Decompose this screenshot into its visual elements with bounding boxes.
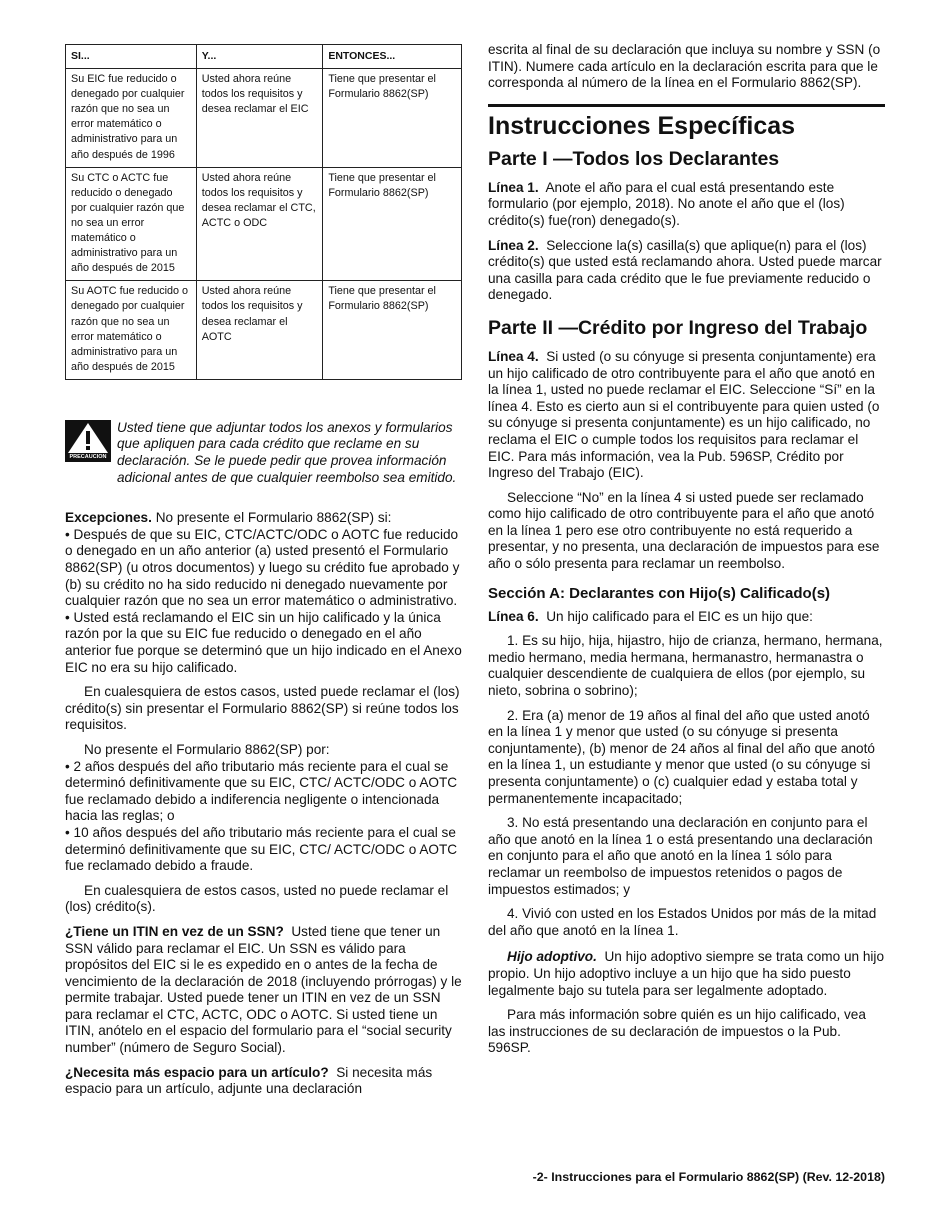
line-paragraph <box>488 609 885 626</box>
table-row <box>66 69 462 168</box>
page-title: Instrucciones Específicas <box>488 111 796 140</box>
itin-text: Usted tiene que tener un SSN válido para reclamar el EIC. Un SSN es válido para propósitos del EIC si le es expedido en o antes de la fecha de vencimiento de la declaración de 2018 (incluyendo prórrogas) y le permite trabajar. Usted puede tener un ITIN en vez de un SSN para reclamar el CTC, ACTC, ODC o AOTC. Si usted tiene un ITIN, anótelo en el espacio del formulario para el “social security number” (número de Seguro Social). <box>65 923 462 1056</box>
table-header: SI... <box>66 45 197 69</box>
bullet-text: Usted está reclamando el EIC sin un hijo calificado y la única razón por la que su EIC fue reducido o denegado en el año anterior fue porque se determinó que un hijo indicado en el Anexo EIC no era su hijo calificado. <box>65 609 462 675</box>
table-cell: Su CTC o ACTC fue reducido o denegado por cualquier razón que no sea un error matemático o administrativo para un año después de 2015 <box>66 167 197 281</box>
bullet-text: 2 años después del año tributario más reciente para el cual se determinó definitivamente que su EIC, CTC/ ACTC/ODC o AOTC fue reclamado debido a indiferencia negligente o intencionada hacia las reglas; o <box>65 758 458 824</box>
adopt-text: Un hijo adoptivo siempre se trata como un hijo propio. Un hijo adoptivo incluye a un hijo que ha sido puesto legalmente bajo su tutela para ser legalmente adoptado. <box>488 949 885 998</box>
list-item: 4. Vivió con usted en los Estados Unidos por más de la mitad del año que anotó en la línea 1. <box>488 906 877 938</box>
adopt-label: Hijo adoptivo. <box>507 949 597 965</box>
exceptions-heading: Excepciones. <box>65 510 152 526</box>
table-cell: Usted ahora reúne todos los requisitos y desea reclamar el CTC, ACTC o ODC <box>196 167 323 281</box>
table-cell: Usted ahora reúne todos los requisitos y desea reclamar el AOTC <box>196 281 323 380</box>
table-cell: Su EIC fue reducido o denegado por cualquier razón que no sea un error matemático o administrativo para un año después de 1996 <box>66 69 197 168</box>
paragraph: No presente el Formulario 8862(SP) por: <box>84 741 330 757</box>
paragraph: escrita al final de su declaración que incluya su nombre y SSN (o ITIN). Numere cada artículo en la declaración escrita para que le corresponda al número de la línea en el Formulario 8862(SP). <box>488 42 881 91</box>
line-label: Línea 2. <box>488 237 539 253</box>
table-header-row <box>66 45 462 69</box>
part-heading: Parte II —Crédito por Ingreso del Trabajo <box>488 316 868 339</box>
itin-paragraph <box>65 924 462 1057</box>
line-paragraph <box>488 180 885 230</box>
space-paragraph <box>65 1065 462 1098</box>
line-text: Un hijo calificado para el EIC es un hijo que: <box>546 608 813 624</box>
bullet-text: Después de que su EIC, CTC/ACTC/ODC o AOTC fue reducido o denegado en un año anterior (a) usted presentó el Formulario 8862(SP) (u otros documentos) y luego su crédito fue aprobado y (b) su crédito no ha sido reducido ni denegado nuevamente por cualquier razón que no sea un error matemático o administrativo. <box>65 526 460 609</box>
line-text: Si usted (o su cónyuge si presenta conjuntamente) era un hijo calificado de otro contribuyente para el año que anotó en la línea 1, usted no puede reclamar el EIC. Seleccione “Sí” en la línea 4. Esto es cierto aun si el contribuyente para quien usted (o su cónyuge si presenta conjuntamente) es un hijo calificado, no reclama el EIC o cumple todos los requisitos para reclamar el EIC. Para más información, vea la Pub. 596SP, Crédito por Ingreso del Trabajo (EIC). <box>488 348 880 481</box>
table-cell: Usted ahora reúne todos los requisitos y desea reclamar el EIC <box>196 69 323 168</box>
paragraph: Para más información sobre quién es un hijo calificado, vea las instrucciones de su declaración de impuestos o la Pub. 596SP. <box>488 1007 866 1056</box>
right-column <box>488 42 885 1057</box>
table-header: ENTONCES... <box>323 45 462 69</box>
caution-box <box>65 420 462 486</box>
exceptions-paragraph <box>65 510 462 527</box>
bullet-item: • Después de que su EIC, CTC/ACTC/ODC o AOTC fue reducido o denegado en un año anterior (a) usted presentó el Formulario 8862(SP) (u otros documentos) y luego su crédito fue aprobado y (b) su crédito no ha sido reducido ni denegado nuevamente por cualquier razón que no sea un error matemático o administrativo. <box>65 526 460 609</box>
line-label: Línea 1. <box>488 179 539 195</box>
space-text: Si necesita más espacio para un artículo, adjunte una declaración <box>65 1064 433 1097</box>
table-cell: Tiene que presentar el Formulario 8862(SP) <box>323 167 462 281</box>
line-label: Línea 6. <box>488 608 539 624</box>
bullet-item: • 2 años después del año tributario más reciente para el cual se determinó definitivamente que su EIC, CTC/ ACTC/ODC o AOTC fue reclamado debido a indiferencia negligente o intencionada hacia las reglas; o <box>65 758 458 824</box>
line-paragraph <box>488 238 885 304</box>
list-item: 3. No está presentando una declaración en conjunto para el año que anotó en la línea 1 o está presentando una declaración en conjunto para el año que anotó en la línea 1 sólo para reclamar un reembolso de impuestos retenidos o pagos de impuestos estimados; y <box>488 815 873 897</box>
table-header: Y... <box>196 45 323 69</box>
bullet-item: • 10 años después del año tributario más reciente para el cual se determinó definitivamente que su EIC, CTC/ ACTC/ODC o AOTC fue reclamado debido a fraude. <box>65 824 458 874</box>
caution-text: Usted tiene que adjuntar todos los anexos y formularios que apliquen para cada crédito que reclame en su declaración. Se le puede pedir que provea información adicional antes de que cualquier reembolso sea emitido. <box>117 419 457 485</box>
adopt-paragraph <box>488 949 885 999</box>
table-cell: Tiene que presentar el Formulario 8862(SP) <box>323 69 462 168</box>
paragraph: Seleccione “No” en la línea 4 si usted puede ser reclamado como hijo calificado de otro contribuyente para el año que anotó en la línea 1 pero ese otro contribuyente no está requerido a presentar, y no presenta, una declaración de impuestos para ese año o sólo presenta para reclamar un reembolso. <box>488 489 880 572</box>
caution-label: PRECAUCION <box>69 453 107 460</box>
conditions-table <box>65 44 462 380</box>
list-item: 2. Era (a) menor de 19 años al final del año que usted anotó en la línea 1 y menor que usted (o su cónyuge si presenta conjuntamente), (b) menor de 24 años al final del año que anotó en la línea 1, un estudiante y menor que usted (o su cónyuge si presenta conjuntamente) o (c) cualquier edad y estaba total y permanentemente incapacitado; <box>488 707 875 806</box>
list-item: 1. Es su hijo, hija, hijastro, hijo de crianza, hermano, hermana, medio hermano, media hermana, hermanastro, hermanastra o cualquier descendiente de cualquiera de ellos (por ejemplo, su nieto, sobrina o sobrino); <box>488 633 883 699</box>
table-cell: Su AOTC fue reducido o denegado por cualquier razón que no sea un error matemático o administrativo para un año después de 2015 <box>66 281 197 380</box>
bullet-text: 10 años después del año tributario más reciente para el cual se determinó definitivamente que su EIC, CTC/ ACTC/ODC o AOTC fue reclamado debido a fraude. <box>65 824 458 874</box>
paragraph: En cualesquiera de estos casos, usted puede reclamar el (los) crédito(s) sin presentar el Formulario 8862(SP) si reúne todos los requisitos. <box>65 684 460 733</box>
space-heading: ¿Necesita más espacio para un artículo? <box>65 1064 329 1080</box>
paragraph: En cualesquiera de estos casos, usted no puede reclamar el (los) crédito(s). <box>65 882 449 915</box>
line-text: Seleccione la(s) casilla(s) que aplique(n) para el (los) crédito(s) que usted está reclamando ahora. Usted puede marcar una casilla para cada crédito que le fue previamente reducido o denegado. <box>488 237 882 303</box>
table-row <box>66 167 462 281</box>
left-column <box>65 44 462 1098</box>
page-footer: -2- Instrucciones para el Formulario 8862(SP) (Rev. 12-2018) <box>532 1170 885 1184</box>
exceptions-intro: No presente el Formulario 8862(SP) si: <box>155 510 392 526</box>
bullet-item: • Usted está reclamando el EIC sin un hijo calificado y la única razón por la que su EIC fue reducido o denegado en el año anterior fue porque se determinó que un hijo indicado en el Anexo EIC no era su hijo calificado. <box>65 609 462 675</box>
itin-heading: ¿Tiene un ITIN en vez de un SSN? <box>65 923 284 939</box>
section-heading: Sección A: Declarantes con Hijo(s) Calificado(s) <box>488 584 831 602</box>
caution-icon <box>65 420 111 462</box>
line-label: Línea 4. <box>488 348 539 364</box>
line-paragraph <box>488 349 885 482</box>
table-row <box>66 281 462 380</box>
line-text: Anote el año para el cual está presentando este formulario (por ejemplo, 2018). No anote el año que el (los) crédito(s) fue(ron) denegado(s). <box>488 179 845 228</box>
part-heading: Parte I —Todos los Declarantes <box>488 147 780 170</box>
table-cell: Tiene que presentar el Formulario 8862(SP) <box>323 281 462 380</box>
section-rule <box>488 104 885 141</box>
